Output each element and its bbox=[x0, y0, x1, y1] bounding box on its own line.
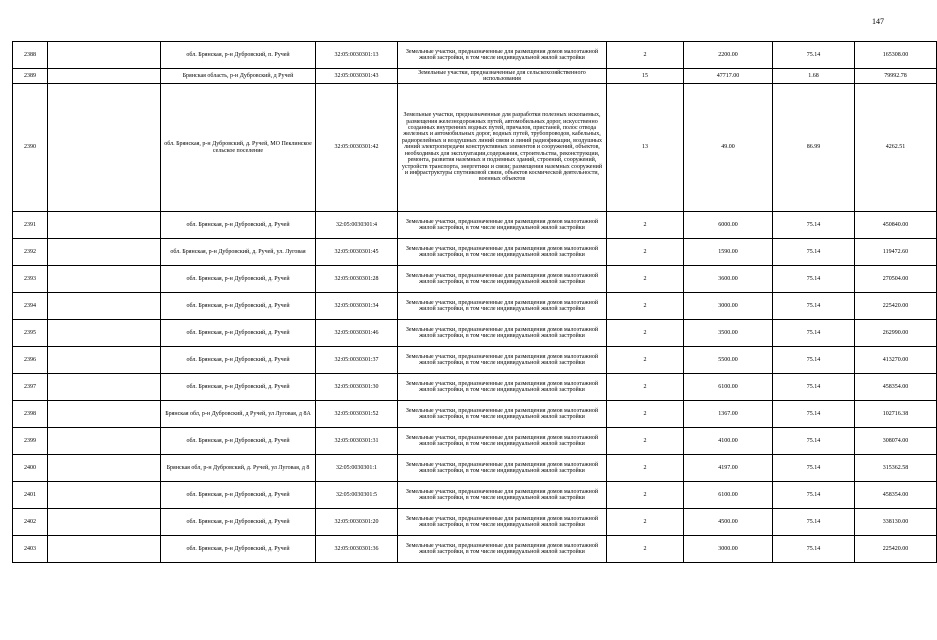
table-row bbox=[13, 509, 937, 536]
table-row bbox=[13, 212, 937, 239]
area-cell: 2200.00 bbox=[684, 42, 773, 69]
row-number-cell: 2388 bbox=[13, 42, 48, 69]
specific-value-cell: 75.14 bbox=[773, 401, 855, 428]
blank-cell bbox=[48, 84, 161, 212]
address-cell: обл. Брянская, р-н Дубровский, д. Ручей bbox=[161, 347, 316, 374]
table-row bbox=[13, 42, 937, 69]
use-group-cell: 2 bbox=[607, 509, 684, 536]
address-cell: Брянская область, р-н Дубровский, д Ручей bbox=[161, 69, 316, 84]
row-number-cell: 2401 bbox=[13, 482, 48, 509]
cadastral-value-cell: 270504.00 bbox=[855, 266, 937, 293]
blank-cell bbox=[48, 239, 161, 266]
address-cell: обл. Брянская, р-н Дубровский, д. Ручей bbox=[161, 536, 316, 563]
permitted-use-cell: Земельные участки, предназначенные для размещения домов малоэтажной жилой застройки, в том числе индивидуальной жилой застройки bbox=[398, 455, 607, 482]
permitted-use-cell: Земельные участки, предназначенные для размещения домов малоэтажной жилой застройки, в том числе индивидуальной жилой застройки bbox=[398, 374, 607, 401]
area-cell: 1367.00 bbox=[684, 401, 773, 428]
table-row bbox=[13, 239, 937, 266]
area-cell: 3500.00 bbox=[684, 320, 773, 347]
specific-value-cell: 75.14 bbox=[773, 509, 855, 536]
row-number-cell: 2400 bbox=[13, 455, 48, 482]
blank-cell bbox=[48, 374, 161, 401]
cadastral-number-cell: 32:05:0030301:34 bbox=[316, 293, 398, 320]
specific-value-cell: 75.14 bbox=[773, 293, 855, 320]
cadastral-number-cell: 32:05:0030301:46 bbox=[316, 320, 398, 347]
use-group-cell: 2 bbox=[607, 293, 684, 320]
table-row bbox=[13, 320, 937, 347]
cadastral-number-cell: 32:05:0030301:36 bbox=[316, 536, 398, 563]
use-group-cell: 2 bbox=[607, 455, 684, 482]
use-group-cell: 2 bbox=[607, 482, 684, 509]
area-cell: 6100.00 bbox=[684, 482, 773, 509]
table-row bbox=[13, 482, 937, 509]
blank-cell bbox=[48, 266, 161, 293]
area-cell: 1590.00 bbox=[684, 239, 773, 266]
address-cell: обл. Брянская, р-н Дубровский, д. Ручей bbox=[161, 320, 316, 347]
row-number-cell: 2390 bbox=[13, 84, 48, 212]
cadastral-number-cell: 32:05:0030301:20 bbox=[316, 509, 398, 536]
permitted-use-cell: Земельные участки, предназначенные для размещения домов малоэтажной жилой застройки, в том числе индивидуальной жилой застройки bbox=[398, 266, 607, 293]
cadastral-value-cell: 102716.38 bbox=[855, 401, 937, 428]
registry-table-body bbox=[13, 42, 937, 563]
blank-cell bbox=[48, 69, 161, 84]
row-number-cell: 2402 bbox=[13, 509, 48, 536]
table-row bbox=[13, 374, 937, 401]
area-cell: 6000.00 bbox=[684, 212, 773, 239]
blank-cell bbox=[48, 509, 161, 536]
cadastral-number-cell: 32:05:0030301:13 bbox=[316, 42, 398, 69]
address-cell: обл. Брянская, р-н Дубровский, д. Ручей bbox=[161, 212, 316, 239]
cadastral-value-cell: 338130.00 bbox=[855, 509, 937, 536]
use-group-cell: 13 bbox=[607, 84, 684, 212]
blank-cell bbox=[48, 212, 161, 239]
specific-value-cell: 75.14 bbox=[773, 482, 855, 509]
cadastral-number-cell: 32:05:0030301:42 bbox=[316, 84, 398, 212]
use-group-cell: 2 bbox=[607, 266, 684, 293]
address-cell: Брянская обл, р-н Дубровский, д Ручей, ул Луговая, д 8А bbox=[161, 401, 316, 428]
address-cell: обл. Брянская, р-н Дубровский, д. Ручей, ул. Луговая bbox=[161, 239, 316, 266]
address-cell: обл. Брянская, р-н Дубровский, д. Ручей bbox=[161, 509, 316, 536]
permitted-use-cell: Земельные участки, предназначенные для сельскохозяйственного использования bbox=[398, 69, 607, 84]
specific-value-cell: 86.99 bbox=[773, 84, 855, 212]
cadastral-number-cell: 32:05:0030301:52 bbox=[316, 401, 398, 428]
row-number-cell: 2389 bbox=[13, 69, 48, 84]
cadastral-value-cell: 458354.00 bbox=[855, 482, 937, 509]
blank-cell bbox=[48, 347, 161, 374]
use-group-cell: 15 bbox=[607, 69, 684, 84]
row-number-cell: 2394 bbox=[13, 293, 48, 320]
permitted-use-cell: Земельные участки, предназначенные для разработки полезных ископаемых, размещения железнодорожных путей, автомобильных дорог, искусственно созданных внутренних водных путей, причалов, пристаней, полос отвода железных и автомобильных дорог, водных путей, трубопроводов, кабельных, радиорелейных и воздушных линий связи и линий радиофикации, воздушных линий электропередачи конструктивных элементов и сооружений, объектов, необходимых для эксплуатации,содержания, строительства, реконструкции, ремонта, развития наземных и подземных зданий, строений, сооружений, устройств транспорта, энергетики и связи; размещения наземных сооружений и инфраструктуры спутниковой связи, объектов космической деятельности, военных объектов bbox=[398, 84, 607, 212]
blank-cell bbox=[48, 536, 161, 563]
area-cell: 3000.00 bbox=[684, 536, 773, 563]
row-number-cell: 2392 bbox=[13, 239, 48, 266]
permitted-use-cell: Земельные участки, предназначенные для размещения домов малоэтажной жилой застройки, в том числе индивидуальной жилой застройки bbox=[398, 536, 607, 563]
use-group-cell: 2 bbox=[607, 42, 684, 69]
specific-value-cell: 75.14 bbox=[773, 455, 855, 482]
use-group-cell: 2 bbox=[607, 212, 684, 239]
cadastral-value-cell: 308074.00 bbox=[855, 428, 937, 455]
row-number-cell: 2396 bbox=[13, 347, 48, 374]
blank-cell bbox=[48, 293, 161, 320]
permitted-use-cell: Земельные участки, предназначенные для размещения домов малоэтажной жилой застройки, в том числе индивидуальной жилой застройки bbox=[398, 401, 607, 428]
cadastral-value-cell: 262990.00 bbox=[855, 320, 937, 347]
table-row bbox=[13, 266, 937, 293]
cadastral-value-cell: 165308.00 bbox=[855, 42, 937, 69]
specific-value-cell: 1.68 bbox=[773, 69, 855, 84]
area-cell: 5500.00 bbox=[684, 347, 773, 374]
cadastral-value-cell: 79992.78 bbox=[855, 69, 937, 84]
specific-value-cell: 75.14 bbox=[773, 347, 855, 374]
cadastral-number-cell: 32:05:0030301:28 bbox=[316, 266, 398, 293]
table-row bbox=[13, 347, 937, 374]
address-cell: обл. Брянская, р-н Дубровский, д. Ручей bbox=[161, 428, 316, 455]
blank-cell bbox=[48, 320, 161, 347]
blank-cell bbox=[48, 482, 161, 509]
specific-value-cell: 75.14 bbox=[773, 239, 855, 266]
cadastral-value-cell: 450840.00 bbox=[855, 212, 937, 239]
row-number-cell: 2393 bbox=[13, 266, 48, 293]
use-group-cell: 2 bbox=[607, 374, 684, 401]
use-group-cell: 2 bbox=[607, 428, 684, 455]
cadastral-number-cell: 32:05:0030301:1 bbox=[316, 455, 398, 482]
cadastral-value-cell: 119472.60 bbox=[855, 239, 937, 266]
address-cell: обл. Брянская, р-н Дубровский, д. Ручей bbox=[161, 293, 316, 320]
land-registry-table bbox=[12, 41, 937, 563]
cadastral-number-cell: 32:05:0030301:31 bbox=[316, 428, 398, 455]
table-row bbox=[13, 69, 937, 84]
permitted-use-cell: Земельные участки, предназначенные для размещения домов малоэтажной жилой застройки, в том числе индивидуальной жилой застройки bbox=[398, 42, 607, 69]
cadastral-value-cell: 225420.00 bbox=[855, 293, 937, 320]
specific-value-cell: 75.14 bbox=[773, 374, 855, 401]
permitted-use-cell: Земельные участки, предназначенные для размещения домов малоэтажной жилой застройки, в том числе индивидуальной жилой застройки bbox=[398, 212, 607, 239]
address-cell: обл. Брянская, р-н Дубровский, д. Ручей bbox=[161, 482, 316, 509]
specific-value-cell: 75.14 bbox=[773, 42, 855, 69]
permitted-use-cell: Земельные участки, предназначенные для размещения домов малоэтажной жилой застройки, в том числе индивидуальной жилой застройки bbox=[398, 428, 607, 455]
table-row bbox=[13, 536, 937, 563]
area-cell: 4500.00 bbox=[684, 509, 773, 536]
cadastral-value-cell: 315362.58 bbox=[855, 455, 937, 482]
cadastral-number-cell: 32:05:0030301:5 bbox=[316, 482, 398, 509]
table-row bbox=[13, 84, 937, 212]
row-number-cell: 2391 bbox=[13, 212, 48, 239]
specific-value-cell: 75.14 bbox=[773, 428, 855, 455]
area-cell: 47717.00 bbox=[684, 69, 773, 84]
area-cell: 4100.00 bbox=[684, 428, 773, 455]
address-cell: обл. Брянская, р-н Дубровский, п. Ручей bbox=[161, 42, 316, 69]
cadastral-number-cell: 32:05:0030301:37 bbox=[316, 347, 398, 374]
area-cell: 3600.00 bbox=[684, 266, 773, 293]
permitted-use-cell: Земельные участки, предназначенные для размещения домов малоэтажной жилой застройки, в том числе индивидуальной жилой застройки bbox=[398, 347, 607, 374]
permitted-use-cell: Земельные участки, предназначенные для размещения домов малоэтажной жилой застройки, в том числе индивидуальной жилой застройки bbox=[398, 509, 607, 536]
cadastral-number-cell: 32:05:0030301:30 bbox=[316, 374, 398, 401]
row-number-cell: 2395 bbox=[13, 320, 48, 347]
address-cell: обл. Брянская, р-н Дубровский, д. Ручей bbox=[161, 266, 316, 293]
cadastral-value-cell: 225420.00 bbox=[855, 536, 937, 563]
cadastral-value-cell: 458354.00 bbox=[855, 374, 937, 401]
row-number-cell: 2403 bbox=[13, 536, 48, 563]
area-cell: 3000.00 bbox=[684, 293, 773, 320]
address-cell: Брянская обл, р-н Дубровский, д. Ручей, ул Луговая, д 8 bbox=[161, 455, 316, 482]
row-number-cell: 2399 bbox=[13, 428, 48, 455]
permitted-use-cell: Земельные участки, предназначенные для размещения домов малоэтажной жилой застройки, в том числе индивидуальной жилой застройки bbox=[398, 293, 607, 320]
area-cell: 4197.00 bbox=[684, 455, 773, 482]
table-row bbox=[13, 455, 937, 482]
specific-value-cell: 75.14 bbox=[773, 320, 855, 347]
cadastral-value-cell: 4262.51 bbox=[855, 84, 937, 212]
blank-cell bbox=[48, 455, 161, 482]
permitted-use-cell: Земельные участки, предназначенные для размещения домов малоэтажной жилой застройки, в том числе индивидуальной жилой застройки bbox=[398, 482, 607, 509]
area-cell: 49.00 bbox=[684, 84, 773, 212]
page-number: 147 bbox=[872, 17, 884, 26]
permitted-use-cell: Земельные участки, предназначенные для размещения домов малоэтажной жилой застройки, в том числе индивидуальной жилой застройки bbox=[398, 320, 607, 347]
cadastral-number-cell: 32:05:0030301:4 bbox=[316, 212, 398, 239]
blank-cell bbox=[48, 42, 161, 69]
table-row bbox=[13, 401, 937, 428]
use-group-cell: 2 bbox=[607, 536, 684, 563]
row-number-cell: 2398 bbox=[13, 401, 48, 428]
cadastral-number-cell: 32:05:0030301:43 bbox=[316, 69, 398, 84]
use-group-cell: 2 bbox=[607, 320, 684, 347]
use-group-cell: 2 bbox=[607, 401, 684, 428]
address-cell: обл. Брянская, р-н Дубровский, д. Ручей bbox=[161, 374, 316, 401]
area-cell: 6100.00 bbox=[684, 374, 773, 401]
row-number-cell: 2397 bbox=[13, 374, 48, 401]
permitted-use-cell: Земельные участки, предназначенные для размещения домов малоэтажной жилой застройки, в том числе индивидуальной жилой застройки bbox=[398, 239, 607, 266]
cadastral-value-cell: 413270.00 bbox=[855, 347, 937, 374]
use-group-cell: 2 bbox=[607, 239, 684, 266]
cadastral-number-cell: 32:05:0030301:45 bbox=[316, 239, 398, 266]
specific-value-cell: 75.14 bbox=[773, 536, 855, 563]
use-group-cell: 2 bbox=[607, 347, 684, 374]
blank-cell bbox=[48, 428, 161, 455]
table-row bbox=[13, 428, 937, 455]
specific-value-cell: 75.14 bbox=[773, 266, 855, 293]
specific-value-cell: 75.14 bbox=[773, 212, 855, 239]
address-cell: обл. Брянская, р-н Дубровский, д. Ручей, МО Пеклинское сельское поселение bbox=[161, 84, 316, 212]
table-row bbox=[13, 293, 937, 320]
blank-cell bbox=[48, 401, 161, 428]
